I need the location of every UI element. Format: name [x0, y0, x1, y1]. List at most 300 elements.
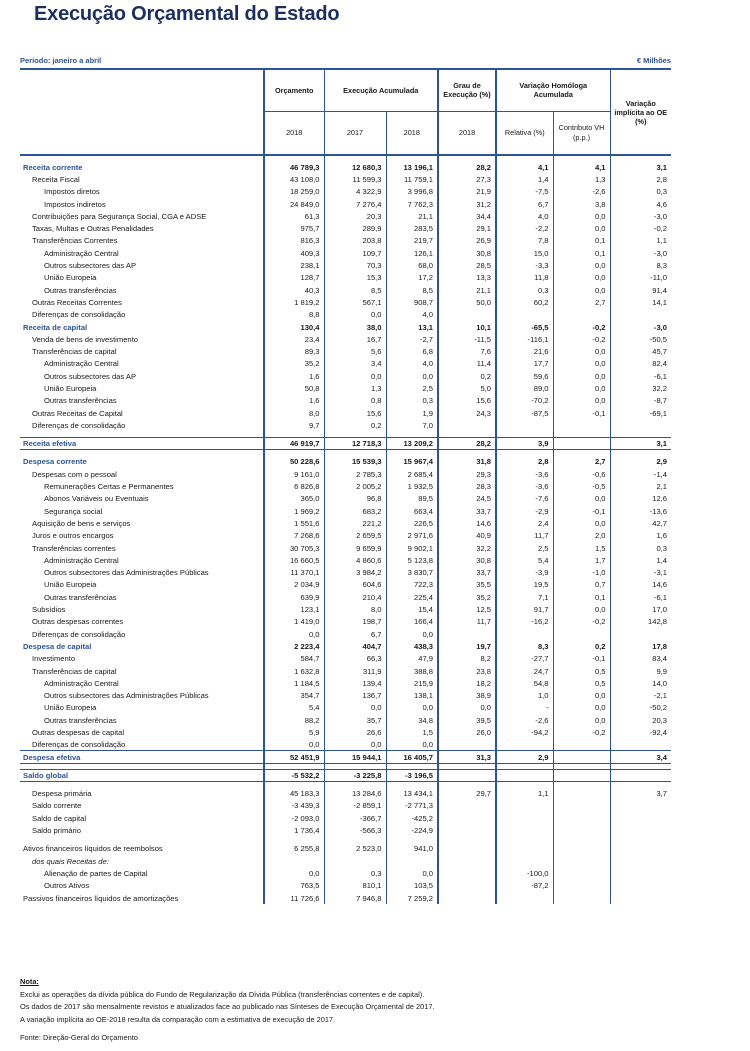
table-row — [20, 677, 671, 689]
cell-exec-2018: 17,2 — [386, 272, 438, 284]
row-label: Administração Central — [44, 359, 119, 369]
cell-exec-2017: -566,3 — [324, 824, 386, 836]
cell-grau: 19,7 — [438, 640, 496, 652]
cell-var-implicita — [610, 812, 671, 824]
cell-var-implicita — [610, 769, 671, 781]
row-label: Abonos Variáveis ou Eventuais — [44, 494, 149, 504]
cell-relativa: 8,3 — [537, 641, 549, 651]
table-row — [20, 358, 671, 370]
cell-grau: 24,5 — [438, 493, 496, 505]
cell-grau: 0,0 — [438, 702, 496, 714]
cell-contributo: 0,1 — [553, 235, 610, 247]
table-row — [20, 689, 671, 701]
cell-exec-2018: 6,8 — [386, 345, 438, 357]
row-label: Diferenças de consolidação — [32, 310, 126, 320]
cell-exec-2018: 226,5 — [386, 517, 438, 529]
cell-exec-2018: 13,1 — [386, 321, 438, 333]
table-row — [20, 880, 671, 892]
cell-exec-2017: 0,3 — [324, 867, 386, 879]
cell-relativa: -7,6 — [535, 494, 549, 504]
cell-var-implicita: -50,5 — [610, 333, 671, 345]
cell-relativa: -65,5 — [531, 322, 549, 332]
row-label: União Europeia — [44, 703, 97, 713]
cell-exec-2017: 2 005,2 — [324, 480, 386, 492]
cell-relativa: 11,8 — [534, 273, 549, 283]
cell-relativa: 2,5 — [537, 543, 549, 553]
table-row — [20, 456, 671, 468]
cell-exec-2018: 103,5 — [386, 880, 438, 892]
cell-grau: 28,2 — [438, 161, 496, 173]
cell-relativa — [496, 739, 553, 751]
cell-exec-2018: -3 196,5 — [386, 769, 438, 781]
table-row — [20, 554, 671, 566]
table-row — [20, 843, 671, 855]
table-row — [20, 812, 671, 824]
cell-grau: 35,5 — [438, 579, 496, 591]
cell-contributo — [553, 855, 610, 867]
cell-grau: 14,6 — [438, 517, 496, 529]
header-relativa: Relativa (%) — [496, 111, 553, 155]
cell-relativa: -2,9 — [535, 506, 549, 516]
cell-exec-2017: 683,2 — [324, 505, 386, 517]
cell-exec-2017: -2 859,1 — [324, 800, 386, 812]
cell-var-implicita: -92,4 — [610, 726, 671, 738]
cell-exec-2018: 21,1 — [386, 210, 438, 222]
cell-grau: 26,9 — [438, 235, 496, 247]
cell-contributo: -0,2 — [553, 616, 610, 628]
table-row — [20, 665, 671, 677]
cell-relativa: 15,0 — [533, 248, 549, 258]
cell-grau: 15,6 — [438, 395, 496, 407]
cell-exec-2018: 89,5 — [386, 493, 438, 505]
cell-contributo: 0,0 — [553, 493, 610, 505]
cell-grau — [438, 892, 496, 904]
cell-grau — [438, 309, 496, 321]
cell-orcamento: 130,4 — [264, 321, 324, 333]
cell-contributo — [553, 769, 610, 781]
row-label: Alienação de partes de Capital — [44, 868, 148, 878]
cell-contributo: 0,0 — [553, 382, 610, 394]
cell-var-implicita: 12,6 — [610, 493, 671, 505]
cell-orcamento: 2 034,9 — [264, 579, 324, 591]
cell-var-implicita: 20,3 — [610, 714, 671, 726]
cell-orcamento: 18 259,0 — [264, 186, 324, 198]
cell-var-implicita: 3,1 — [610, 161, 671, 173]
cell-orcamento: 23,4 — [264, 333, 324, 345]
table-meta — [20, 56, 671, 68]
cell-exec-2017: 15 944,1 — [324, 751, 386, 763]
cell-exec-2018: 126,1 — [386, 247, 438, 259]
cell-relativa — [496, 419, 553, 431]
table-row — [20, 395, 671, 407]
cell-exec-2018: 2,5 — [386, 382, 438, 394]
cell-grau: 26,0 — [438, 726, 496, 738]
table-row — [20, 702, 671, 714]
cell-contributo: 0,0 — [553, 702, 610, 714]
table-row — [20, 468, 671, 480]
cell-var-implicita: 0,3 — [610, 186, 671, 198]
cell-exec-2017: 12 718,3 — [324, 438, 386, 450]
cell-var-implicita: 4,6 — [610, 198, 671, 210]
row-label: Administração Central — [44, 248, 119, 258]
cell-exec-2018: 438,3 — [386, 640, 438, 652]
cell-orcamento: 43 108,0 — [264, 173, 324, 185]
table-row — [20, 739, 671, 751]
cell-var-implicita — [610, 892, 671, 904]
cell-exec-2018 — [386, 855, 438, 867]
cell-contributo: -0,2 — [553, 333, 610, 345]
cell-contributo: -0,1 — [553, 407, 610, 419]
cell-contributo — [553, 824, 610, 836]
table-row — [20, 824, 671, 836]
cell-exec-2017: 567,1 — [324, 296, 386, 308]
table-row — [20, 640, 671, 652]
table-row — [20, 480, 671, 492]
cell-relativa: -3,3 — [535, 261, 549, 271]
cell-contributo: -0,6 — [553, 468, 610, 480]
budget-table — [20, 68, 671, 904]
cell-grau: 24,3 — [438, 407, 496, 419]
cell-exec-2018: 13 196,1 — [386, 161, 438, 173]
cell-grau: 7,6 — [438, 345, 496, 357]
cell-contributo: 0,0 — [553, 714, 610, 726]
cell-relativa: 4,0 — [537, 211, 549, 221]
row-label: Administração Central — [44, 678, 119, 688]
cell-orcamento: -3 439,3 — [264, 800, 324, 812]
table-row — [20, 788, 671, 800]
row-label: União Europeia — [44, 580, 97, 590]
cell-orcamento: 30 705,3 — [264, 542, 324, 554]
cell-var-implicita: -1,4 — [610, 468, 671, 480]
cell-grau: 8,2 — [438, 653, 496, 665]
cell-orcamento: 1,6 — [264, 395, 324, 407]
cell-grau — [438, 812, 496, 824]
cell-var-implicita: 82,4 — [610, 358, 671, 370]
cell-grau: 31,8 — [438, 456, 496, 468]
cell-relativa: 7,1 — [537, 592, 549, 602]
cell-var-implicita — [610, 309, 671, 321]
cell-contributo — [553, 867, 610, 879]
cell-var-implicita: 3,7 — [610, 788, 671, 800]
header-blank — [20, 69, 264, 111]
cell-grau: 50,0 — [438, 296, 496, 308]
cell-exec-2017: -366,7 — [324, 812, 386, 824]
cell-contributo: 0,7 — [553, 579, 610, 591]
cell-exec-2018: -425,2 — [386, 812, 438, 824]
cell-contributo: -1,0 — [553, 567, 610, 579]
cell-exec-2017 — [324, 855, 386, 867]
cell-exec-2017: 13 284,6 — [324, 788, 386, 800]
row-label: Ativos financeiros líquidos de reembolsos — [23, 844, 163, 854]
cell-orcamento: 238,1 — [264, 259, 324, 271]
table-row — [20, 186, 671, 198]
cell-exec-2017: 8,0 — [324, 603, 386, 615]
cell-exec-2018: 388,8 — [386, 665, 438, 677]
cell-orcamento: 0,0 — [264, 628, 324, 640]
cell-orcamento: 46 919,7 — [264, 438, 324, 450]
table-row — [20, 407, 671, 419]
cell-contributo: 1,5 — [553, 542, 610, 554]
cell-var-implicita: 32,2 — [610, 382, 671, 394]
row-label: Impostos diretos — [44, 187, 100, 197]
cell-var-implicita: 3,1 — [610, 438, 671, 450]
cell-exec-2018: 1 932,5 — [386, 480, 438, 492]
cell-var-implicita: 17,8 — [610, 640, 671, 652]
cell-var-implicita: 2,9 — [610, 456, 671, 468]
cell-relativa — [496, 892, 553, 904]
period-label: Período: janeiro a abril — [20, 56, 102, 65]
cell-var-implicita — [610, 855, 671, 867]
cell-exec-2017: 15,3 — [324, 272, 386, 284]
row-label: Outros subsectores das Administrações Públicas — [44, 691, 209, 701]
cell-contributo: 2,0 — [553, 530, 610, 542]
table-row — [20, 173, 671, 185]
cell-contributo: -0,2 — [553, 726, 610, 738]
cell-grau: 31,3 — [438, 751, 496, 763]
table-row — [20, 653, 671, 665]
cell-exec-2018: 7 762,3 — [386, 198, 438, 210]
cell-grau: 10,1 — [438, 321, 496, 333]
cell-contributo — [553, 419, 610, 431]
cell-relativa — [496, 628, 553, 640]
row-label: Transferências de capital — [32, 347, 117, 357]
cell-orcamento: 6 826,8 — [264, 480, 324, 492]
cell-orcamento: 6 255,8 — [264, 843, 324, 855]
row-label: Outras despesas de capital — [32, 728, 125, 737]
row-label: Transferências de capital — [32, 666, 117, 676]
table-row — [20, 867, 671, 879]
cell-grau: 31,2 — [438, 198, 496, 210]
cell-orcamento: 1 632,8 — [264, 665, 324, 677]
cell-relativa: 60,2 — [533, 297, 549, 307]
cell-orcamento: 128,7 — [264, 272, 324, 284]
header-orcamento: Orçamento — [264, 69, 324, 111]
cell-var-implicita: -2,1 — [610, 689, 671, 701]
cell-relativa: 19,5 — [533, 580, 549, 590]
cell-grau: 32,2 — [438, 542, 496, 554]
cell-var-implicita: 0,3 — [610, 542, 671, 554]
cell-grau — [438, 843, 496, 855]
cell-exec-2017: 198,7 — [324, 616, 386, 628]
table-row — [20, 419, 671, 431]
cell-var-implicita: 1,4 — [610, 554, 671, 566]
cell-exec-2017: 4 322,9 — [324, 186, 386, 198]
cell-exec-2018: 1,9 — [386, 407, 438, 419]
cell-orcamento: 5,4 — [264, 702, 324, 714]
row-label: Saldo de capital — [32, 813, 87, 823]
cell-relativa: 59,6 — [533, 371, 549, 381]
cell-exec-2018: 0,0 — [386, 702, 438, 714]
table-row — [20, 247, 671, 259]
cell-grau: 40,9 — [438, 530, 496, 542]
row-label: Saldo global — [20, 769, 264, 781]
table-row — [20, 542, 671, 554]
cell-exec-2018: -224,9 — [386, 824, 438, 836]
cell-grau: 23,8 — [438, 665, 496, 677]
cell-grau: -11,5 — [438, 333, 496, 345]
cell-orcamento: -2 093,0 — [264, 812, 324, 824]
row-label: Subsídios — [32, 605, 66, 615]
cell-grau — [438, 419, 496, 431]
cell-exec-2018: 15,4 — [386, 603, 438, 615]
row-label: Impostos indiretos — [44, 199, 106, 209]
cell-var-implicita: 83,4 — [610, 653, 671, 665]
cell-grau: 28,2 — [438, 438, 496, 450]
cell-orcamento: 354,7 — [264, 689, 324, 701]
cell-orcamento: 46 789,3 — [264, 161, 324, 173]
cell-var-implicita — [610, 843, 671, 855]
cell-orcamento: 9 161,0 — [264, 468, 324, 480]
row-label: Outros subsectores das Administrações Públicas — [44, 568, 209, 578]
cell-exec-2018: 2 685,4 — [386, 468, 438, 480]
cell-var-implicita — [610, 628, 671, 640]
cell-contributo: -0,5 — [553, 480, 610, 492]
cell-contributo: -0,1 — [553, 505, 610, 517]
row-label: Remunerações Certas e Permanentes — [44, 482, 174, 492]
cell-orcamento: 1,6 — [264, 370, 324, 382]
table-row — [20, 259, 671, 271]
table-row — [20, 579, 671, 591]
cell-exec-2018: 15 967,4 — [386, 456, 438, 468]
table-row — [20, 309, 671, 321]
cell-relativa: -2,6 — [535, 715, 549, 725]
table-row — [20, 235, 671, 247]
cell-orcamento — [264, 855, 324, 867]
cell-contributo: -2,6 — [553, 186, 610, 198]
cell-contributo: 0,0 — [553, 210, 610, 222]
cell-exec-2017: 136,7 — [324, 689, 386, 701]
cell-exec-2017: 38,0 — [324, 321, 386, 333]
cell-exec-2017: 9 659,9 — [324, 542, 386, 554]
table-row — [20, 198, 671, 210]
cell-exec-2018: 3 830,7 — [386, 567, 438, 579]
cell-contributo: 0,1 — [553, 247, 610, 259]
cell-contributo: -0,2 — [553, 321, 610, 333]
cell-exec-2017: 0,0 — [324, 309, 386, 321]
table-row — [20, 272, 671, 284]
row-label: Venda de bens de investimento — [32, 334, 138, 344]
row-label: Investimento — [32, 654, 76, 664]
cell-contributo: 4,1 — [553, 161, 610, 173]
row-label: Aquisição de bens e serviços — [32, 518, 131, 528]
cell-exec-2018: 4,0 — [386, 309, 438, 321]
cell-contributo — [553, 628, 610, 640]
cell-exec-2017: 70,3 — [324, 259, 386, 271]
cell-exec-2018: 1,5 — [386, 726, 438, 738]
notes-section — [20, 976, 720, 1045]
row-label: Transferências Correntes — [32, 236, 118, 246]
cell-grau: 29,3 — [438, 468, 496, 480]
table-row — [20, 222, 671, 234]
cell-exec-2017: 66,3 — [324, 653, 386, 665]
cell-grau: 27,3 — [438, 173, 496, 185]
cell-relativa: -7,5 — [535, 187, 549, 197]
cell-grau: 11,4 — [438, 358, 496, 370]
table-row — [20, 530, 671, 542]
cell-exec-2018: 283,5 — [386, 222, 438, 234]
row-label: Outras Receitas Correntes — [32, 297, 122, 307]
cell-exec-2018: 68,0 — [386, 259, 438, 271]
cell-exec-2017: 2 785,3 — [324, 468, 386, 480]
cell-exec-2017: 7 946,8 — [324, 892, 386, 904]
cell-contributo: 0,0 — [553, 272, 610, 284]
cell-var-implicita: 14,6 — [610, 579, 671, 591]
cell-orcamento: 7 268,6 — [264, 530, 324, 542]
cell-contributo — [553, 739, 610, 751]
cell-orcamento: 61,3 — [264, 210, 324, 222]
cell-orcamento: 763,5 — [264, 880, 324, 892]
cell-contributo: 0,0 — [553, 222, 610, 234]
source-line: Fonte: Direção-Geral do Orçamento — [20, 1033, 138, 1042]
cell-relativa: 2,9 — [496, 751, 553, 763]
cell-grau: 5,0 — [438, 382, 496, 394]
cell-orcamento: 0,0 — [264, 867, 324, 879]
cell-exec-2018: 0,0 — [386, 867, 438, 879]
cell-orcamento: -5 532,2 — [264, 769, 324, 781]
cell-orcamento: 1 551,6 — [264, 517, 324, 529]
cell-relativa: 7,8 — [537, 236, 549, 246]
note-line: A variação implícita ao OE-2018 resulta da comparação com a estimativa de execução de 2017. — [20, 1014, 336, 1024]
header-variacao-homologa: Variação Homóloga Acumulada — [519, 81, 588, 100]
cell-relativa: -100,0 — [526, 868, 549, 878]
cell-orcamento: 5,9 — [264, 726, 324, 738]
cell-grau: 38,9 — [438, 689, 496, 701]
cell-grau: 33,7 — [438, 567, 496, 579]
cell-contributo — [553, 751, 610, 763]
note-line: Exclui as operações da dívida pública do Fundo de Regularização da Dívida Pública (transferências correntes e de capital). — [20, 989, 425, 999]
cell-relativa — [496, 769, 553, 781]
cell-relativa — [496, 843, 553, 855]
cell-orcamento: 16 660,5 — [264, 554, 324, 566]
cell-contributo — [553, 788, 610, 800]
cell-grau: 13,3 — [438, 272, 496, 284]
cell-var-implicita: 17,0 — [610, 603, 671, 615]
table-row — [20, 505, 671, 517]
row-label: dos quais Receitas de: — [32, 856, 109, 866]
header-execucao-acumulada: Execução Acumulada — [324, 69, 438, 111]
cell-relativa: -94,2 — [531, 728, 549, 737]
cell-exec-2017: 15,6 — [324, 407, 386, 419]
row-label: Outras transferências — [44, 715, 117, 725]
table-row — [20, 616, 671, 628]
cell-contributo: 2,7 — [553, 296, 610, 308]
cell-relativa: 2,8 — [537, 457, 549, 467]
cell-grau: 28,5 — [438, 259, 496, 271]
cell-var-implicita: -3,0 — [610, 247, 671, 259]
cell-grau — [438, 880, 496, 892]
cell-var-implicita: -3,0 — [610, 210, 671, 222]
header-year-2017: 2017 — [324, 111, 386, 155]
cell-exec-2017: 203,8 — [324, 235, 386, 247]
cell-contributo: 2,7 — [553, 456, 610, 468]
table-row — [20, 769, 671, 781]
cell-grau: 30,8 — [438, 554, 496, 566]
cell-var-implicita: -69,1 — [610, 407, 671, 419]
cell-exec-2017: 210,4 — [324, 591, 386, 603]
cell-exec-2018: 722,3 — [386, 579, 438, 591]
cell-exec-2018: 7 259,2 — [386, 892, 438, 904]
cell-contributo — [553, 309, 610, 321]
table-row — [20, 333, 671, 345]
cell-contributo — [553, 892, 610, 904]
cell-contributo: 0,0 — [553, 603, 610, 615]
cell-exec-2018: 0,3 — [386, 395, 438, 407]
cell-var-implicita: 2,8 — [610, 173, 671, 185]
cell-exec-2017: 810,1 — [324, 880, 386, 892]
cell-relativa: -3,6 — [535, 469, 549, 479]
header-grau-execucao: Grau de Execução (%) — [438, 69, 496, 111]
cell-relativa: 4,1 — [537, 162, 549, 172]
